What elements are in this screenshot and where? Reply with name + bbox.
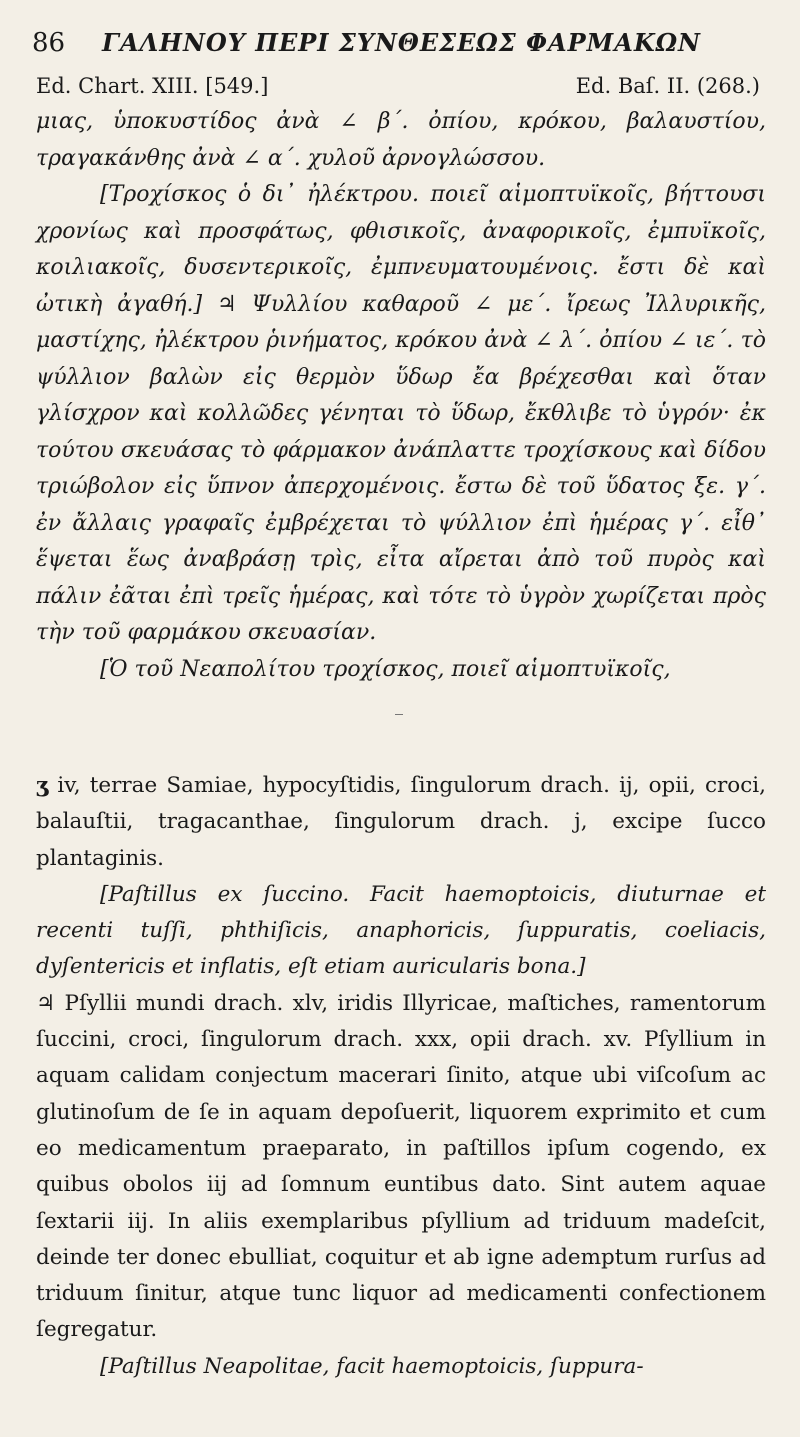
latin-paragraph-text: iv, terrae Samiae, hypocyſtidis, ſingulorum drach. ij, opii, croci, balauſtii, tragacanthae, ſingulorum drach. j, excipe ſucco plantaginis. [36,773,766,871]
latin-text-column [36,768,766,1385]
latin-paragraph: [Paſtillus ex ſuccino. Facit haemoptoicis, diuturnae et recenti tuſſi, phthiſicis, anaphoricis, ſuppuratis, coeliacis, dyſentericis et inflatis, eſt etiam auricularis bona.] [36,881,766,980]
latin-paragraph [36,768,766,877]
recipe-symbol: ♃ [36,990,56,1016]
edition-references [36,74,760,98]
running-title: ΓΑΛΗΝΟΥ ΠΕΡΙ ΣΥΝΘΕΣΕΩΣ ΦΑΡΜΑΚΩΝ [102,28,701,57]
greek-paragraph: [Ὁ τοῦ Νεαπολίτου τροχίσκος, ποιεῖ αἱμοπτυϊκοῖς, [100,656,671,682]
latin-paragraph: [Paſtillus Neapolitae, facit haemoptoicis, ſuppura- [100,1353,644,1379]
page-number: 86 [32,28,66,58]
edition-left: Ed. Chart. XIII. [549.] [36,74,269,98]
drachm-symbol: ʒ [36,773,49,798]
greek-paragraph: μιας, ὑποκυστίδος ἀνὰ ∠ β΄. ὀπίου, κρόκου, βαλαυστίου, τραγακάνθης ἀνὰ ∠ α΄. χυλοῦ ἀρνογλώσσου. [36,109,766,171]
latin-paragraph [36,986,766,1349]
column-divider [395,714,403,715]
greek-paragraph: [Τροχίσκος ὁ δι᾽ ἠλέκτρου. ποιεῖ αἱμοπτυϊκοῖς, βήττουσι χρονίως καὶ προσφάτως, φθισικοῖς, ἀναφορικοῖς, ἐμπυϊκοῖς, κοιλιακοῖς, δυσεντερικοῖς, ἐμπνευματουμένοις. ἔστι δὲ καὶ ὠτικὴ ἀγαθή.] ♃ Ψυλλίου καθαροῦ ∠ με΄. ἴρεως Ἰλλυρικῆς, μαστίχης, ἠλέκτρου ῥινήματος, κρόκου ἀνὰ ∠ λ΄. ὀπίου ∠ ιε΄. τὸ ψύλλιον βαλὼν εἰς θερμὸν ὕδωρ ἔα βρέχεσθαι καὶ ὅταν γλίσχρον καὶ κολλῶδες γένηται τὸ ὕδωρ, ἔκθλιβε τὸ ὑγρόν· ἐκ τούτου σκευάσας τὸ φάρμακον ἀνάπλαττε τροχίσκους καὶ δίδου τριώβολον εἰς ὕπνον ἀπερχομένοις. ἔστω δὲ τοῦ ὕδατος ξε. γ΄. ἐν ἄλλαις γραφαῖς ἐμβρέχεται τὸ ψύλλιον ἐπὶ ἡμέρας γ΄. εἶθ᾽ ἕψεται ἕως ἀναβράσῃ τρὶς, εἶτα αἴρεται ἀπὸ τοῦ πυρὸς καὶ πάλιν ἐᾶται ἐπὶ τρεῖς ἡμέρας, καὶ τότε τὸ ὑγρὸν χωρίζεται πρὸς τὴν τοῦ φαρμάκου σκευασίαν. [36,182,766,645]
edition-right: Ed. Baſ. II. (268.) [575,74,760,98]
page-header [32,28,760,58]
latin-paragraph-text: Pſyllii mundi drach. xlv, iridis Illyricae, maſtiches, ramentorum ſuccini, croci, ſingulorum drach. xxx, opii drach. xv. Pſyllium in aquam calidam conjectum macerari ſinito, atque ubi viſcoſum ac glutinoſum de ſe in aquam depoſuerit, liquorem exprimito et cum eo medicamentum praeparato, in paſtillos ipſum cogendo, ex quibus obolos iij ad ſomnum euntibus dato. Sint autem aquae ſextarii iij. In aliis exemplaribus pſyllium ad triduum madeſcit, deinde ter donec ebulliat, coquitur et ab igne ademptum rurſus ad triduum ſinitur, atque tunc liquor ad medicamenti confectionem ſegregatur. [36,990,766,1343]
greek-text-column [36,104,766,688]
